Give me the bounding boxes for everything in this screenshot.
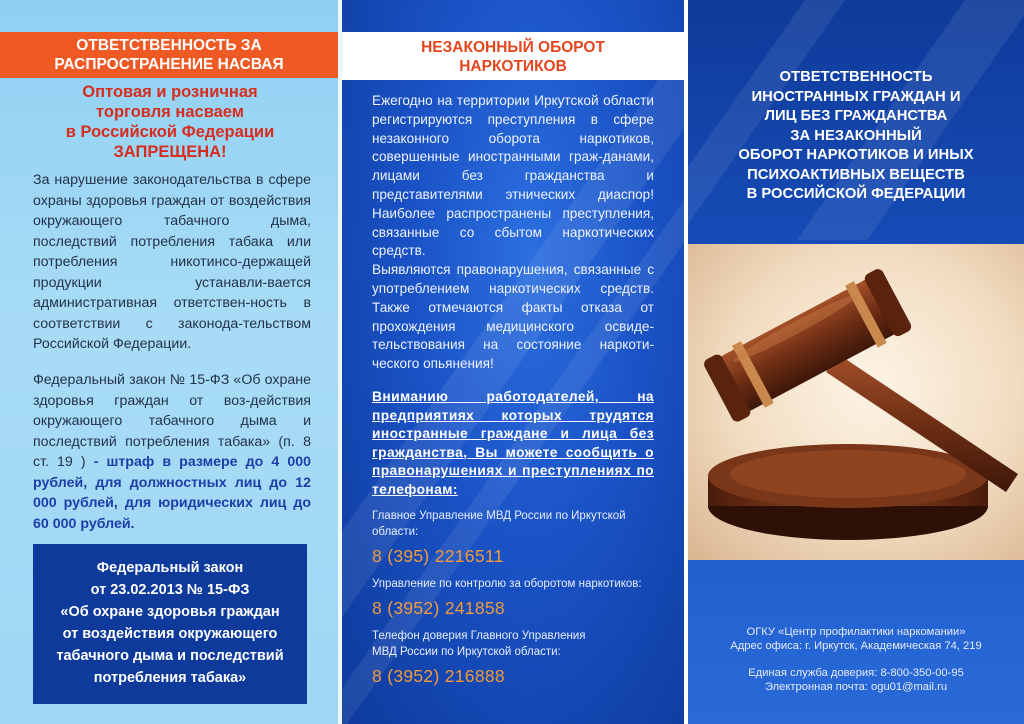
contact-phone[interactable]: 8 (3952) 216888 bbox=[372, 666, 505, 686]
right-panel bbox=[688, 0, 1024, 724]
middle-panel bbox=[342, 0, 684, 724]
employer-notice: Вниманию работодателей, на предприятиях которых трудятся иностранные граждане и лица без гражданства, Вы можете сообщить о правонарушениях и преступлениях по телефонам: bbox=[372, 389, 654, 497]
contact-label: Управление по контролю за оборотом наркотиков: bbox=[372, 578, 642, 590]
contact-label: Главное Управление МВД России по Иркутской области: bbox=[372, 510, 626, 538]
nasvay-ban-heading: Оптовая и розничная торговля насваем в Российской Федерации ЗАПРЕЩЕНА! bbox=[65, 83, 275, 161]
left-header: ОТВЕТСТВЕННОСТЬ ЗА РАСПРОСТРАНЕНИЕ НАСВАЯ bbox=[0, 32, 338, 78]
fine-amounts: - штраф в размере до 4 000 рублей, для должностных лиц до 12 000 рублей, для юридических лиц до 60 000 рублей. bbox=[33, 454, 311, 532]
org-name: ОГКУ «Центр профилактики наркомании» bbox=[746, 626, 966, 638]
left-panel bbox=[0, 0, 338, 724]
liability-paragraph: За нарушение законодательства в сфере охраны здоровья граждан от воздействия окружающего табачного дыма, последствий потребления табака или потребления никотинсо-держащей продукции устанавли-вается административная ответствен-ность в соответствии с законода-тельством Российской Федерации. bbox=[33, 172, 311, 352]
fine-paragraph bbox=[33, 370, 311, 534]
org-contacts bbox=[688, 626, 1024, 694]
brochure-title: ОТВЕТСТВЕННОСТЬ ИНОСТРАННЫХ ГРАЖДАН И ЛИЦ БЕЗ ГРАЖДАНСТВА ЗА НЕЗАКОННЫЙ ОБОРОТ НАРКОТИКОВ И ИНЫХ ПСИХОАКТИВНЫХ ВЕЩЕСТВ В РОССИЙСКОЙ ФЕДЕРАЦИИ bbox=[738, 69, 974, 202]
contact-phone[interactable]: 8 (395) 2216511 bbox=[372, 546, 504, 566]
middle-header: НЕЗАКОННЫЙ ОБОРОТ НАРКОТИКОВ bbox=[342, 32, 684, 80]
gavel-photo bbox=[688, 244, 1024, 560]
federal-law-box: Федеральный закон от 23.02.2013 № 15-ФЗ «Об охране здоровья граждан от воздействия окружающего табачного дыма и последствий потребления табака» bbox=[33, 544, 307, 704]
email[interactable]: Электронная почта: ogu01@mail.ru bbox=[764, 680, 948, 693]
drug-crime-paragraph: Ежегодно на территории Иркутской области регистрируются преступления в сфере незаконного оборота наркотиков, совершенные иностранными граж-данами, лицами без гражданства и представителями этнических диаспор! Наиболее распространены преступления, связанные со сбытом наркотических средств. Выявляются правонарушения, связанные с употреблением наркотических средств. Также отмечаются факты отказа от прохождения медицинского освиде-тельствования на состояние наркоти-ческого опьянения! bbox=[372, 93, 654, 372]
hotline: Единая служба доверия: 8-800-350-00-95 bbox=[748, 667, 964, 679]
fine-paragraph-text: Федеральный закон № 15-ФЗ «Об охране здоровья граждан от воз-действия окружающего табачного дыма и последствий потребления табака» (п. 8 ст. 19 ) bbox=[33, 372, 311, 470]
org-address: Адрес офиса: г. Иркутск, Академическая 74, 219 bbox=[730, 639, 982, 652]
gavel-icon bbox=[688, 244, 1024, 560]
contact-phone[interactable]: 8 (3952) 241858 bbox=[372, 598, 505, 618]
contact-label: Телефон доверия Главного Управления МВД России по Иркутской области: bbox=[372, 630, 586, 658]
